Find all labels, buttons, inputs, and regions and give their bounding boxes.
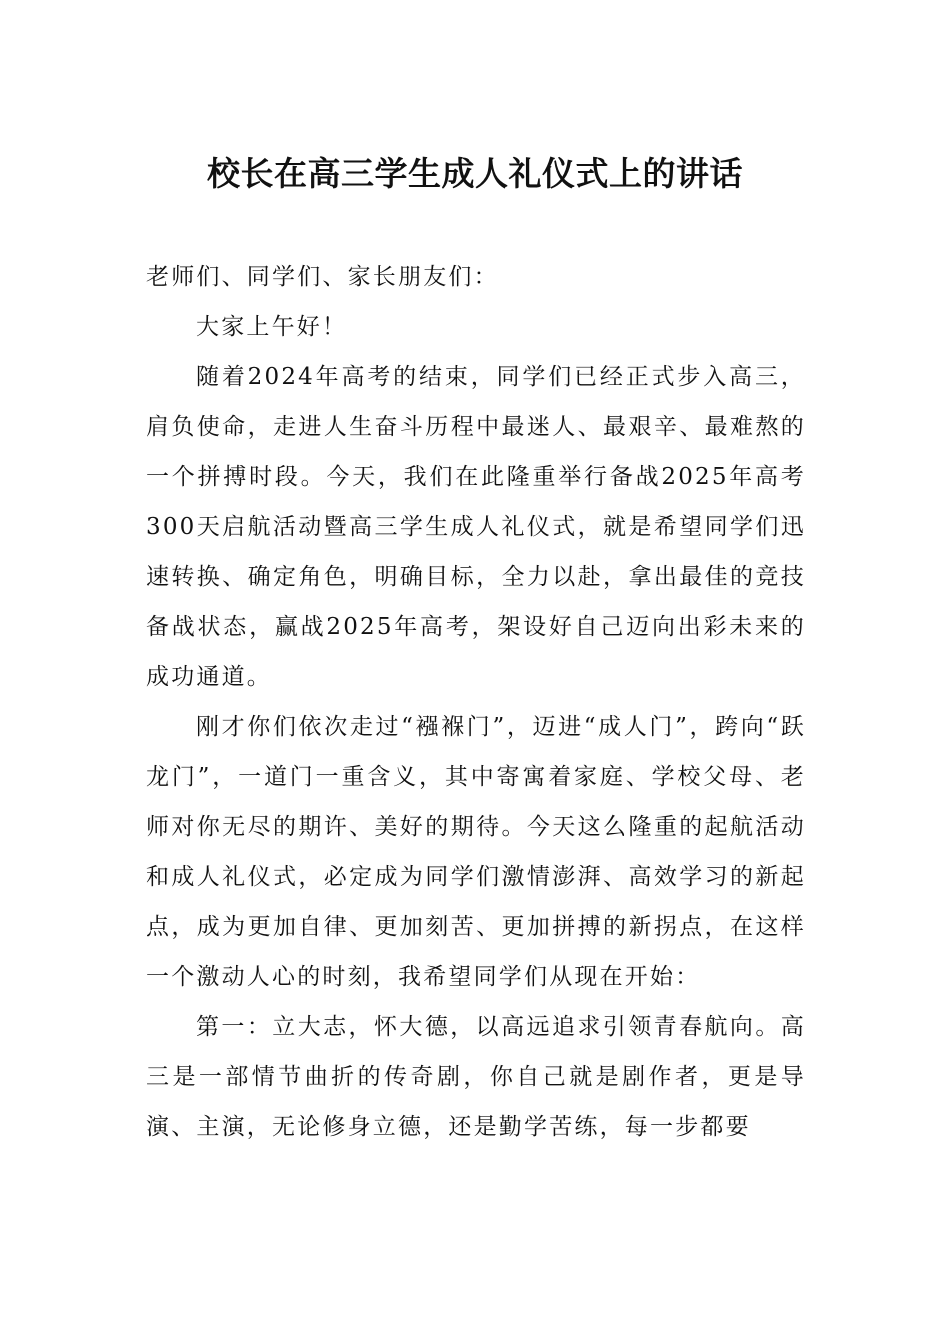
- document-body: [146, 252, 806, 1152]
- paragraph-3: 第一：立大志，怀大德，以高远追求引领青春航向。高三是一部情节曲折的传奇剧，你自己就是剧作者，更是导演、主演，无论修身立德，还是勤学苦练，每一步都要: [146, 1014, 806, 1140]
- salutation: 老师们、同学们、家长朋友们：: [146, 264, 499, 290]
- paragraph-1: 随着2024年高考的结束，同学们已经正式步入高三，肩负使命，走进人生奋斗历程中最迷人、最艰辛、最难熬的一个拼搏时段。今天，我们在此隆重举行备战2025年高考300天启航活动暨高三学生成人礼仪式，就是希望同学们迅速转换、确定角色，明确目标，全力以赴，拿出最佳的竞技备战状态，赢战2025年高考，架设好自己迈向出彩未来的成功通道。: [146, 364, 806, 690]
- greeting: 大家上午好！: [196, 314, 348, 340]
- paragraph-2: 刚才你们依次走过“襁褓门”，迈进“成人门”，跨向“跃龙门”，一道门一重含义，其中寄寓着家庭、学校父母、老师对你无尽的期许、美好的期待。今天这么隆重的起航活动和成人礼仪式，必定成为同学们激情澎湃、高效学习的新起点，成为更加自律、更加刻苦、更加拼搏的新拐点，在这样一个激动人心的时刻，我希望同学们从现在开始：: [146, 714, 806, 990]
- document-title: 校长在高三学生成人礼仪式上的讲话: [207, 154, 743, 193]
